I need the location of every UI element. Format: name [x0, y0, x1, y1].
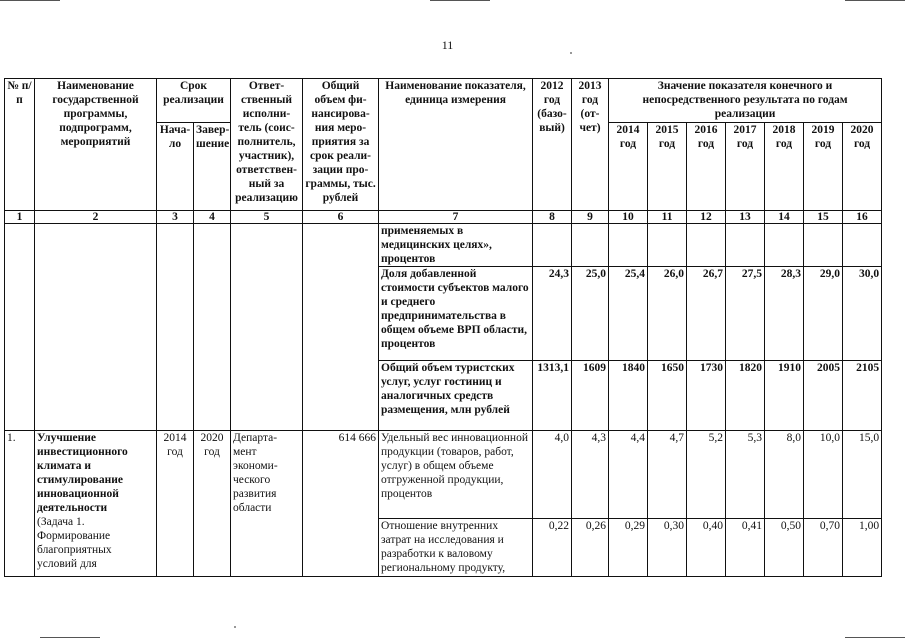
header-executor: Ответ-ственный исполни-тель (соис-полнитель, участник), ответствен-ный за реализацию [231, 79, 303, 211]
scan-mark [40, 637, 100, 638]
scan-mark [0, 0, 60, 1]
value-cell: 0,22 [533, 519, 572, 577]
value-cell: 1730 [687, 361, 726, 431]
empty-name-cell [35, 224, 157, 431]
header-year-2014: 2014 год [609, 123, 648, 211]
value-cell: 0,29 [609, 519, 648, 577]
value-cell: 1840 [609, 361, 648, 431]
value-cell: 28,3 [765, 267, 804, 361]
program-start-cell: 2014 год [157, 431, 194, 577]
indicator-cell: применяемых в медицинских целях», процентов [379, 224, 533, 267]
program-volume-cell: 614 666 [303, 431, 379, 577]
header-2013: 2013 год (от-чет) [572, 79, 609, 211]
value-cell: 1820 [726, 361, 765, 431]
value-cell: 0,26 [572, 519, 609, 577]
header-year-2015: 2015 год [648, 123, 687, 211]
value-cell: 2005 [804, 361, 843, 431]
header-year-2019: 2019 год [804, 123, 843, 211]
value-cell [533, 224, 572, 267]
program-end-cell: 2020 год [194, 431, 231, 577]
indicator-cell: Удельный вес инновационной продукции (товаров, работ, услуг) в общем объеме отгруженной продукции, процентов [379, 431, 533, 519]
scan-mark [845, 0, 905, 1]
value-cell: 0,41 [726, 519, 765, 577]
page-number: 11 [441, 38, 454, 52]
header-year-2017: 2017 год [726, 123, 765, 211]
value-cell [804, 224, 843, 267]
value-cell: 4,7 [648, 431, 687, 519]
value-cell: 0,50 [765, 519, 804, 577]
col-num: 2 [35, 211, 157, 224]
header-name: Наименование государственной программы, подпрограмм, мероприятий [35, 79, 157, 211]
value-cell [648, 224, 687, 267]
value-cell: 8,0 [765, 431, 804, 519]
value-cell: 1313,1 [533, 361, 572, 431]
table-row [5, 431, 882, 519]
col-num: 9 [572, 211, 609, 224]
value-cell [726, 224, 765, 267]
indicator-cell: Доля добавленной стоимости субъектов малого и среднего предпринимательства в общем объеме ВРП области, процентов [379, 267, 533, 361]
value-cell: 27,5 [726, 267, 765, 361]
value-cell: 5,3 [726, 431, 765, 519]
value-cell: 0,30 [648, 519, 687, 577]
col-num: 14 [765, 211, 804, 224]
value-cell: 4,3 [572, 431, 609, 519]
empty-volume-cell [303, 224, 379, 431]
col-num: 15 [804, 211, 843, 224]
col-num: 7 [379, 211, 533, 224]
value-cell [765, 224, 804, 267]
col-num: 1 [5, 211, 35, 224]
value-cell: 0,70 [804, 519, 843, 577]
value-cell: 0,40 [687, 519, 726, 577]
value-cell: 24,3 [533, 267, 572, 361]
header-end: Завер-шение [194, 123, 231, 211]
program-no-cell: 1. [5, 431, 35, 577]
value-cell: 5,2 [687, 431, 726, 519]
header-value-group: Значение показателя конечного и непосредственного результата по годам реализации [609, 79, 882, 123]
value-cell: 26,0 [648, 267, 687, 361]
col-num: 16 [843, 211, 882, 224]
value-cell: 1,00 [843, 519, 882, 577]
value-cell: 25,0 [572, 267, 609, 361]
value-cell: 1609 [572, 361, 609, 431]
col-num: 10 [609, 211, 648, 224]
header-year-2016: 2016 год [687, 123, 726, 211]
table-row [5, 224, 882, 267]
empty-end-cell [194, 224, 231, 431]
value-cell [609, 224, 648, 267]
header-year-2020: 2020 год [843, 123, 882, 211]
value-cell: 10,0 [804, 431, 843, 519]
value-cell: 25,4 [609, 267, 648, 361]
header-period: Срок реализации [157, 79, 231, 123]
value-cell: 1650 [648, 361, 687, 431]
col-num: 5 [231, 211, 303, 224]
header-2012: 2012 год (базо-вый) [533, 79, 572, 211]
value-cell: 1910 [765, 361, 804, 431]
scan-mark [845, 637, 905, 638]
empty-no-cell [5, 224, 35, 431]
col-num: 8 [533, 211, 572, 224]
col-num: 3 [157, 211, 194, 224]
scan-mark [430, 0, 490, 1]
value-cell: 4,0 [533, 431, 572, 519]
header-volume: Общий объем фи-нансирова-ния меро-приятия за срок реали-зации про-граммы, тыс. рублей [303, 79, 379, 211]
value-cell: 15,0 [843, 431, 882, 519]
header-row-1 [5, 79, 882, 123]
program-executor-cell: Департа-мент экономи-ческого развития области [231, 431, 303, 577]
header-indicator: Наименование показателя, единица измерения [379, 79, 533, 211]
header-no: № п/п [5, 79, 35, 211]
indicator-cell: Общий объем туристских услуг, услуг гостиниц и аналогичных средств размещения, млн рублей [379, 361, 533, 431]
program-name-cell [35, 431, 157, 577]
value-cell [572, 224, 609, 267]
empty-executor-cell [231, 224, 303, 431]
col-num: 13 [726, 211, 765, 224]
program-name-bold: Улучшение инвестиционного климата и стимулирование инновационной деятельности [37, 432, 128, 514]
col-num: 11 [648, 211, 687, 224]
scan-speck [570, 52, 572, 54]
scan-speck [234, 626, 236, 628]
col-num: 12 [687, 211, 726, 224]
value-cell: 30,0 [843, 267, 882, 361]
indicator-cell: Отношение внутренних затрат на исследования и разработки к валовому региональному продукту, [379, 519, 533, 577]
value-cell: 4,4 [609, 431, 648, 519]
value-cell: 2105 [843, 361, 882, 431]
value-cell [687, 224, 726, 267]
program-name-rest: (Задача 1. Формирование благоприятных условий для [37, 516, 112, 570]
value-cell [843, 224, 882, 267]
indicators-table [4, 78, 882, 577]
col-num: 4 [194, 211, 231, 224]
header-start: Нача-ло [157, 123, 194, 211]
value-cell: 26,7 [687, 267, 726, 361]
value-cell: 29,0 [804, 267, 843, 361]
col-num: 6 [303, 211, 379, 224]
header-year-2018: 2018 год [765, 123, 804, 211]
empty-start-cell [157, 224, 194, 431]
column-number-row [5, 211, 882, 224]
